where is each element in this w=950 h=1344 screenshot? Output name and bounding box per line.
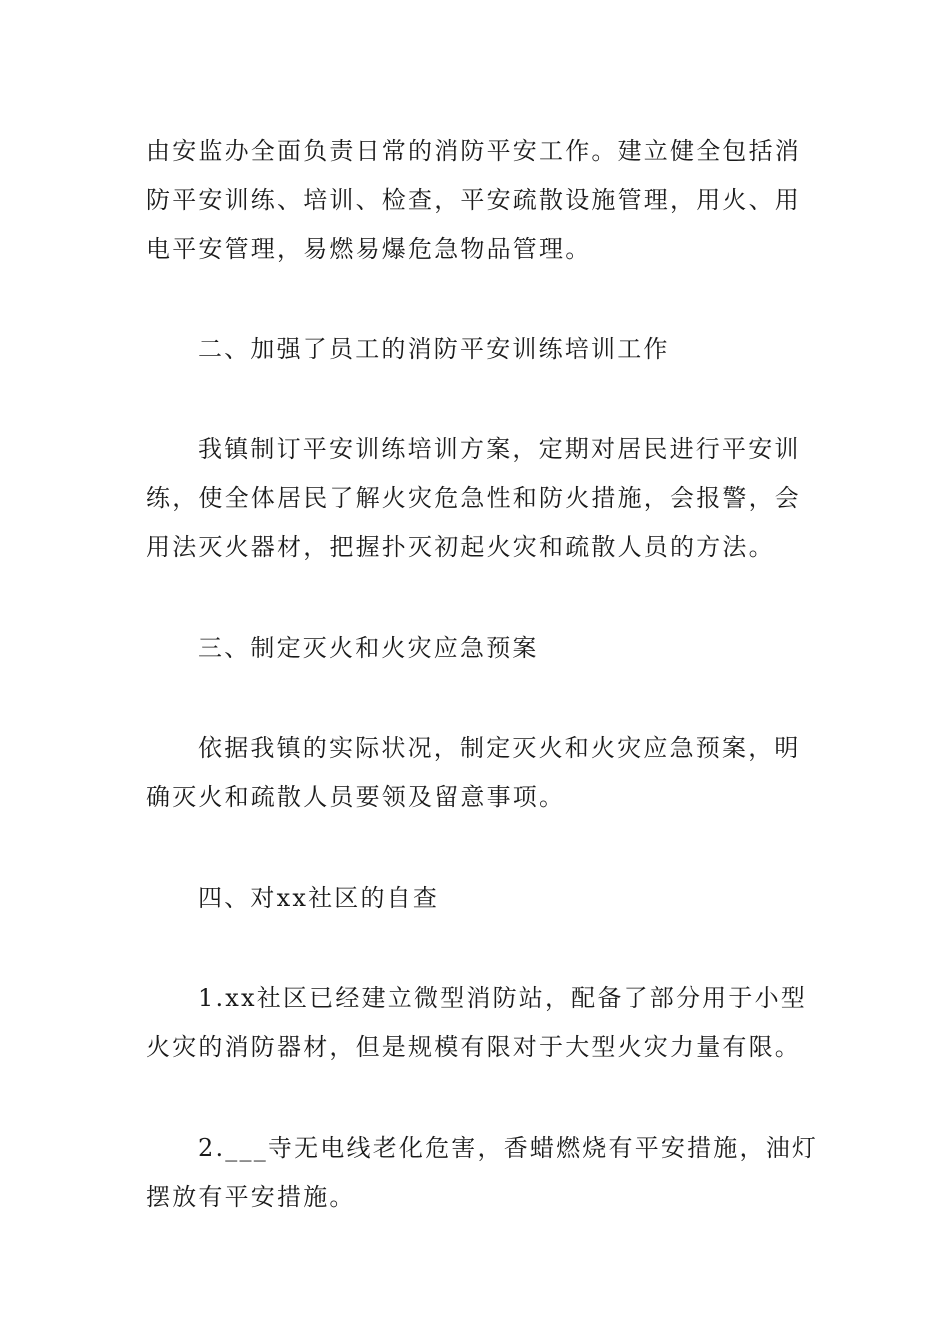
list-item-2 [146, 1124, 819, 1222]
text-line: 防平安训练、培训、检查，平安疏散设施管理，用火、用 [146, 186, 801, 214]
text-line: 1.xx社区已经建立微型消防站，配备了部分用于小型 [198, 984, 807, 1012]
heading-text: 四、对xx社区的自查 [198, 884, 440, 912]
text-line: 摆放有平安措施。 [146, 1183, 356, 1211]
paragraph-training [146, 425, 810, 572]
heading-text: 三、制定灭火和火灾应急预案 [198, 634, 539, 662]
text-line: 练，使全体居民了解火灾危急性和防火措施，会报警，会 [146, 484, 801, 512]
text-line: 由安监办全面负责日常的消防平安工作。建立健全包括消 [146, 137, 801, 165]
text-line: 确灭火和疏散人员要领及留意事项。 [146, 783, 566, 811]
text-line: 依据我镇的实际状况，制定灭火和火灾应急预案，明 [198, 734, 801, 762]
paragraph-safety-responsibility [146, 127, 810, 274]
section-heading-2 [146, 325, 810, 374]
text-line: 火灾的消防器材，但是规模有限对于大型火灾力量有限。 [146, 1033, 801, 1061]
text-line: 用法灭火器材，把握扑灭初起火灾和疏散人员的方法。 [146, 533, 775, 561]
paragraph-emergency-plan [146, 724, 810, 822]
section-heading-3 [146, 624, 810, 673]
section-heading-4 [146, 874, 810, 923]
text-line: 2.___寺无电线老化危害，香蜡燃烧有平安措施，油灯 [198, 1134, 819, 1162]
heading-text: 二、加强了员工的消防平安训练培训工作 [198, 335, 670, 363]
list-item-1 [146, 974, 810, 1072]
text-line: 我镇制订平安训练培训方案，定期对居民进行平安训 [198, 435, 801, 463]
text-line: 电平安管理，易燃易爆危急物品管理。 [146, 235, 592, 263]
